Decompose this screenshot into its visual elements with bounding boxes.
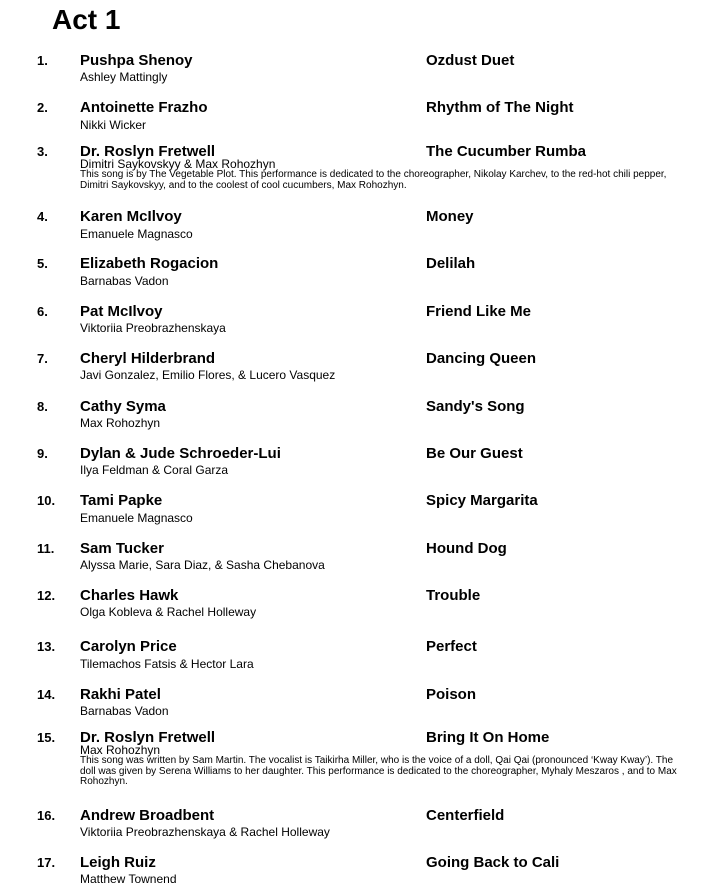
entry-number: 15. (37, 730, 56, 745)
entry-number: 3. (37, 144, 48, 159)
song-title: Bring It On Home (426, 729, 550, 746)
entry-number: 11. (37, 541, 55, 556)
performer-name: Antoinette Frazho (80, 99, 208, 116)
entry-number: 17. (37, 855, 56, 870)
performer-name: Karen McIlvoy (80, 208, 182, 225)
song-title: Sandy's Song (426, 398, 525, 415)
performer-name: Sam Tucker (80, 540, 164, 557)
performer-name: Dylan & Jude Schroeder-Lui (80, 445, 281, 462)
performer-name: Cathy Syma (80, 398, 166, 415)
entry-number: 7. (37, 351, 48, 366)
song-title: Centerfield (426, 807, 505, 824)
performer-name: Pat McIlvoy (80, 303, 163, 320)
performer-name: Leigh Ruiz (80, 854, 156, 871)
song-title: Be Our Guest (426, 445, 523, 462)
song-title: Ozdust Duet (426, 52, 515, 69)
song-title: Perfect (426, 638, 477, 655)
song-title: Spicy Margarita (426, 492, 538, 509)
entry-number: 12. (37, 588, 56, 603)
performer-name: Carolyn Price (80, 638, 177, 655)
performer-name: Dr. Roslyn Fretwell (80, 143, 216, 160)
entry-number: 6. (37, 304, 48, 319)
entry-number: 13. (37, 639, 56, 654)
performer-name: Pushpa Shenoy (80, 52, 193, 69)
choreographer: Dimitri Saykovskyy & Max Rohozhyn (80, 157, 276, 171)
choreographer: Ilya Feldman & Coral Garza (80, 463, 229, 477)
choreographer: Olga Kobleva & Rachel Holleway (80, 605, 257, 619)
song-title: Trouble (426, 587, 481, 604)
performer-name: Charles Hawk (80, 587, 179, 604)
entry-number: 9. (37, 446, 48, 461)
choreographer: Viktoriia Preobrazhenskaya & Rachel Holleway (80, 825, 330, 839)
song-title: Going Back to Cali (426, 854, 560, 871)
choreographer: Viktoriia Preobrazhenskaya (80, 321, 226, 335)
choreographer: Barnabas Vadon (80, 704, 169, 718)
performer-name: Elizabeth Rogacion (80, 255, 219, 272)
entry-number: 8. (37, 399, 48, 414)
song-title: Delilah (426, 255, 476, 272)
choreographer: Javi Gonzalez, Emilio Flores, & Lucero Vasquez (80, 368, 336, 382)
performer-name: Dr. Roslyn Fretwell (80, 729, 216, 746)
song-title: Hound Dog (426, 540, 507, 557)
choreographer: Nikki Wicker (80, 118, 146, 132)
choreographer: Emanuele Magnasco (80, 511, 193, 525)
performer-name: Rakhi Patel (80, 686, 161, 703)
choreographer: Alyssa Marie, Sara Diaz, & Sasha Chebanova (80, 558, 325, 572)
choreographer: Barnabas Vadon (80, 274, 169, 288)
choreographer: Tilemachos Fatsis & Hector Lara (80, 657, 254, 671)
song-title: Money (426, 208, 474, 225)
entry-number: 14. (37, 687, 56, 702)
entry-number: 1. (37, 53, 48, 68)
song-title: Friend Like Me (426, 303, 532, 320)
entry-number: 16. (37, 808, 56, 823)
choreographer: Max Rohozhyn (80, 416, 161, 430)
performer-name: Cheryl Hilderbrand (80, 350, 216, 367)
choreographer: Matthew Townend (80, 872, 177, 886)
entry-number: 4. (37, 209, 48, 224)
act-title: Act 1 (52, 4, 121, 35)
song-title: Dancing Queen (426, 350, 537, 367)
performer-name: Tami Papke (80, 492, 163, 509)
entry-number: 2. (37, 100, 48, 115)
song-title: Poison (426, 686, 477, 703)
dedication-note: This song is by The Vegetable Plot. This performance is dedicated to the choreographer, Nikolay Karchev, to the red-hot chili pepper, Dimitri Saykovskyy, and to the coolest of cool cucumbers, Max Rohozhyn. (80, 169, 667, 191)
choreographer: Ashley Mattingly (80, 70, 168, 84)
performer-name: Andrew Broadbent (80, 807, 215, 824)
entry-number: 10. (37, 493, 56, 508)
choreographer: Max Rohozhyn (80, 743, 161, 757)
song-title: Rhythm of The Night (426, 99, 574, 116)
song-title: The Cucumber Rumba (426, 143, 587, 160)
entry-number: 5. (37, 256, 48, 271)
dedication-note: This song was written by Sam Martin. The vocalist is Taikirha Miller, who is the voice of a doll, Qai Qai (pronounced ‘Kway Kway’). The doll was given by Serena Williams to her daughter. This performance is dedicated to the choreographer, Myhaly Meszaros , and to Max Rohozhyn. (80, 755, 677, 787)
choreographer: Emanuele Magnasco (80, 227, 193, 241)
